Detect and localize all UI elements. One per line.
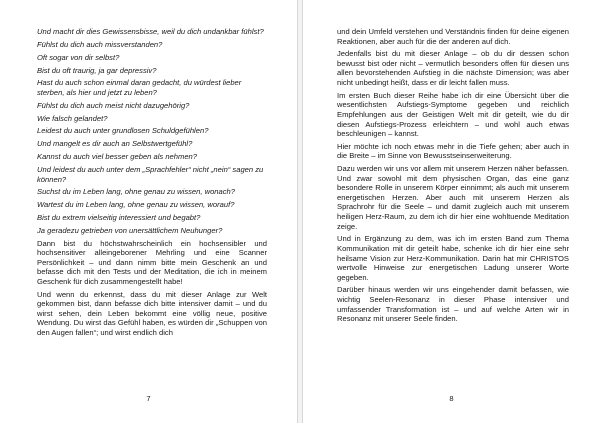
paragraph: Und in Ergänzung zu dem, was ich im ersten Band zum Thema Kommunikation mit dir geteilt habe, schenke ich dir hier eine sehr heilsame Vision zur Herz-Kommunikation. Darin hat mir CHRISTOS wertvolle Hinweise zur energetischen Ladung unserer Worte gegeben. [337, 234, 569, 282]
right-page [302, 0, 600, 423]
question-line: Bist du extrem vielseitig interessiert und begabt? [37, 213, 201, 223]
paragraph: Jedenfalls bist du mit dieser Anlage – ob du dir dessen schon bewusst bist oder nicht – vermutlich besonders offen für diesen uns allen bevorstehenden Aufstieg in die nächste Dimension; was aber nicht unbedingt heißt, dass er dir leicht fallen muss. [337, 49, 569, 88]
question-line: Ja geradezu getrieben von unersättlichem Neuhunger? [37, 225, 223, 235]
question-line: Bist du oft traurig, ja gar depressiv? [37, 65, 157, 75]
paragraph: Und wenn du erkennst, dass du mit dieser Anlage zur Welt gekommen bist, dann befasse dich bitte intensiver damit – und du wirst sehen, dein Leben bekommt eine völlig neue, positive Wendung. Du wirst das Gefühl haben, es würden dir „Schuppen von den Augen fallen“; und wirst endlich dich [37, 289, 267, 337]
question-line: Kannst du auch viel besser geben als nehmen? [37, 152, 197, 162]
question-line: Wartest du im Leben lang, ohne genau zu wissen, worauf? [37, 200, 235, 210]
question-line: Und mangelt es dir auch an Selbstwertgefühl? [37, 139, 193, 149]
question-line: Suchst du im Leben lang, ohne genau zu wissen, wonach? [37, 187, 235, 197]
page-number: 8 [449, 394, 454, 403]
question-line: Oft sogar von dir selbst? [37, 52, 120, 62]
right-page-text [337, 27, 569, 327]
question-line: Fühlst du dich auch missverstanden? [37, 39, 163, 49]
question-line: Leidest du auch unter grundlosen Schuldgefühlen? [37, 126, 209, 136]
paragraph: Dann bist du höchstwahrscheinlich ein hochsensibler und hochsensitiver alleingeborener Mehrling und eine Scanner Persönlichkeit – und dann nimm bitte mein Geschenk an und befasse dich mit den Tests und der Meditation, die ich in meinem Geschenk für dich zusammengestellt habe! [37, 238, 267, 286]
paragraph: Darüber hinaus werden wir uns eingehender damit befassen, wie wichtig Seelen-Resonanz in dieser Phase intensiver und umfassender Transformation ist – und auf welche Arten wir in Resonanz mit unserer Seele finden. [337, 285, 569, 324]
question-line: Hast du auch schon einmal daran gedacht, du würdest lieber sterben, als hier und jetzt zu leben? [37, 78, 242, 97]
paragraph: und dein Umfeld verstehen und Verständnis finden für deine eigenen Reaktionen, aber auch für die der anderen auf dich. [337, 27, 569, 46]
paragraph: Hier möchte ich noch etwas mehr in die Tiefe gehen; aber auch in die Breite – im Sinne von Bewusstseinserweiterung. [337, 141, 569, 161]
paragraph: Dazu werden wir uns vor allem mit unserem Herzen näher befassen. Und zwar sowohl mit dem physischen Organ, das eine ganz besondere Rolle in unserem Körper einnimmt; als auch mit unserem energetischen Herzen. Aber auch mit unserem Herzen als Sprachrohr für die Seele – und damit zugleich auch mit unserem heiligen Herz-Raum, zu dem ich dir hier eine wohltuende Meditation zeige. [337, 164, 569, 231]
paragraph: Im ersten Buch dieser Reihe habe ich dir eine Übersicht über die wesentlichsten Aufstiegs-Symptome gegeben und reichlich Empfehlungen aus der Geistigen Welt mit dir geteilt, wie du dir diesen Aufstiegs-Prozess erleichtern – und wohl auch etwas beschleunigen – kannst. [337, 90, 569, 139]
question-line: Fühlst du dich auch meist nicht dazugehörig? [37, 100, 190, 110]
left-page [0, 0, 298, 423]
question-line: Und leidest du auch unter dem „Sprachfehler“ nicht „nein“ sagen zu können? [37, 164, 264, 184]
left-page-text [37, 27, 267, 341]
question-line: Und macht dir dies Gewissensbisse, weil du dich undankbar fühlst? [37, 27, 264, 36]
question-line: Wie falsch gelandet? [37, 113, 108, 123]
page-number: 7 [146, 394, 151, 403]
